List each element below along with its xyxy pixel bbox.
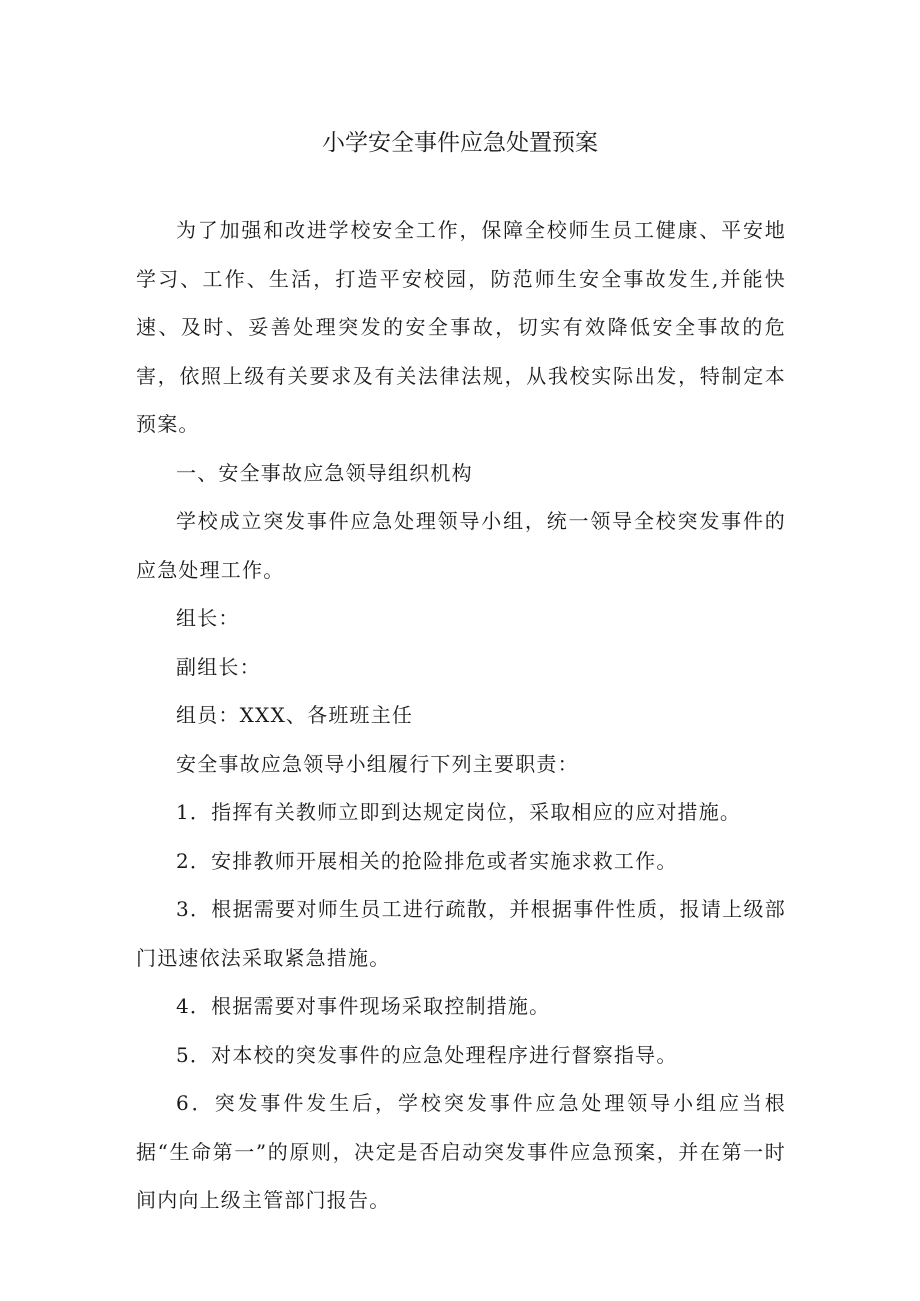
section-heading: 一、安全事故应急领导组织机构 bbox=[176, 460, 473, 485]
duty-item: 3．根据需要对师生员工进行疏散，并根据事件性质，报请上级部门迅速依法采取紧急措施。 bbox=[136, 897, 786, 970]
duty-item: 1．指挥有关教师立即到达规定岗位，采取相应的应对措施。 bbox=[176, 800, 742, 824]
duty-item: 2．安排教师开展相关的抢险排危或者实施求救工作。 bbox=[176, 848, 678, 873]
duty-item: 6．突发事件发生后，学校突发事件应急处理领导小组应当根据“生命第一”的原则，决定是否启动突发事件应急预案，并在第一时间内向上级主管部门报告。 bbox=[136, 1091, 786, 1212]
organization-paragraph: 学校成立突发事件应急处理领导小组，统一领导全校突发事件的应急处理工作。 bbox=[136, 509, 786, 582]
duties-intro: 安全事故应急领导小组履行下列主要职责： bbox=[176, 751, 579, 776]
duty-item: 4．根据需要对事件现场采取控制措施。 bbox=[176, 994, 551, 1018]
members-line: 组员：XXX、各班班主任 bbox=[176, 703, 414, 727]
deputy-leader-line: 副组长： bbox=[176, 654, 261, 679]
document-body bbox=[136, 206, 786, 1225]
intro-paragraph: 为了加强和改进学校安全工作，保障全校师生员工健康、平安地学习、工作、生活，打造平安校园，防范师生安全事故发生,并能快速、及时、妥善处理突发的安全事故，切实有效降低安全事故的危害，依照上级有关要求及有关法律法规，从我校实际出发，特制定本预案。 bbox=[136, 218, 786, 436]
document-title: 小学安全事件应急处置预案 bbox=[322, 130, 598, 156]
leader-line: 组长： bbox=[176, 606, 240, 630]
duty-item: 5．对本校的突发事件的应急处理程序进行督察指导。 bbox=[176, 1042, 678, 1067]
